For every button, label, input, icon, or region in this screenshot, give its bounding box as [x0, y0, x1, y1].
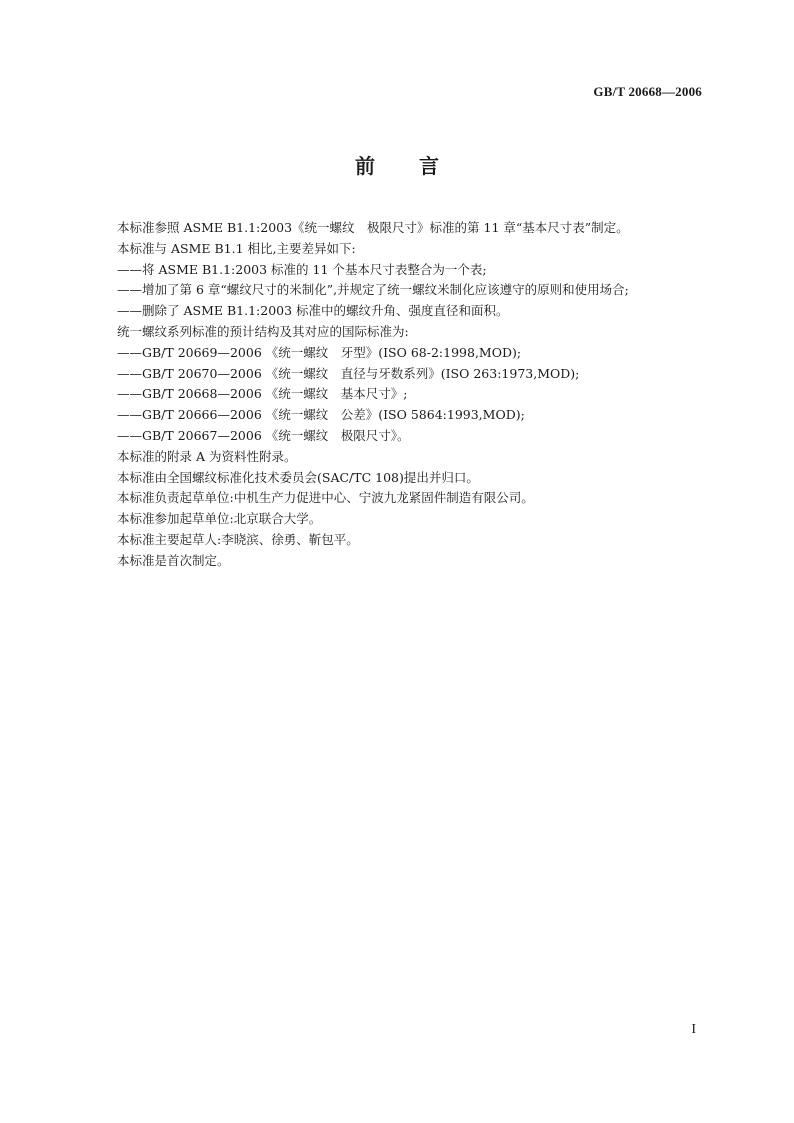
- text-line: 本标准由全国螺纹标准化技术委员会(SAC/TC 108)提出并归口。: [117, 469, 479, 485]
- text-line: 本标准参照 ASME B1.1:2003《统一螺纹 极限尺寸》标准的第 11 章“基本尺寸表”制定。: [117, 220, 629, 235]
- text-line: 本标准的附录 A 为资料性附录。: [117, 448, 297, 464]
- text-line: ——GB/T 20669—2006 《统一螺纹 牙型》(ISO 68-2:1998,MOD);: [117, 344, 522, 360]
- text-line: 本标准参加起草单位:北京联合大学。: [117, 511, 322, 527]
- page-number: I: [691, 1022, 696, 1037]
- document-code: GB/T 20668—2006: [593, 84, 702, 99]
- page-title: 前言: [355, 154, 483, 178]
- text-line: 本标准负责起草单位:中机生产力促进中心、宁波九龙紧固件制造有限公司。: [117, 490, 534, 506]
- text-line: 统一螺纹系列标准的预计结构及其对应的国际标准为:: [117, 323, 409, 339]
- text-line: ——GB/T 20670—2006 《统一螺纹 直径与牙数系列》(ISO 263:1973,MOD);: [117, 365, 580, 381]
- text-line: ——GB/T 20667—2006 《统一螺纹 极限尺寸》。: [117, 427, 410, 443]
- text-line: ——将 ASME B1.1:2003 标准的 11 个基本尺寸表整合为一个表;: [117, 261, 487, 277]
- text-line: ——增加了第 6 章“螺纹尺寸的米制化”,并规定了统一螺纹米制化应该遵守的原则和使用场合;: [117, 282, 629, 298]
- foreword-body: [117, 218, 717, 572]
- text-line: 本标准主要起草人:李晓滨、徐勇、靳包平。: [117, 531, 359, 547]
- text-line: ——GB/T 20666—2006 《统一螺纹 公差》(ISO 5864:1993,MOD);: [117, 407, 525, 423]
- text-line: 本标准与 ASME B1.1 相比,主要差异如下:: [117, 240, 356, 256]
- text-line: 本标准是首次制定。: [117, 552, 230, 568]
- text-line: ——GB/T 20668—2006 《统一螺纹 基本尺寸》;: [117, 386, 408, 402]
- text-line: ——删除了 ASME B1.1:2003 标准中的螺纹升角、强度直径和面积。: [117, 303, 509, 319]
